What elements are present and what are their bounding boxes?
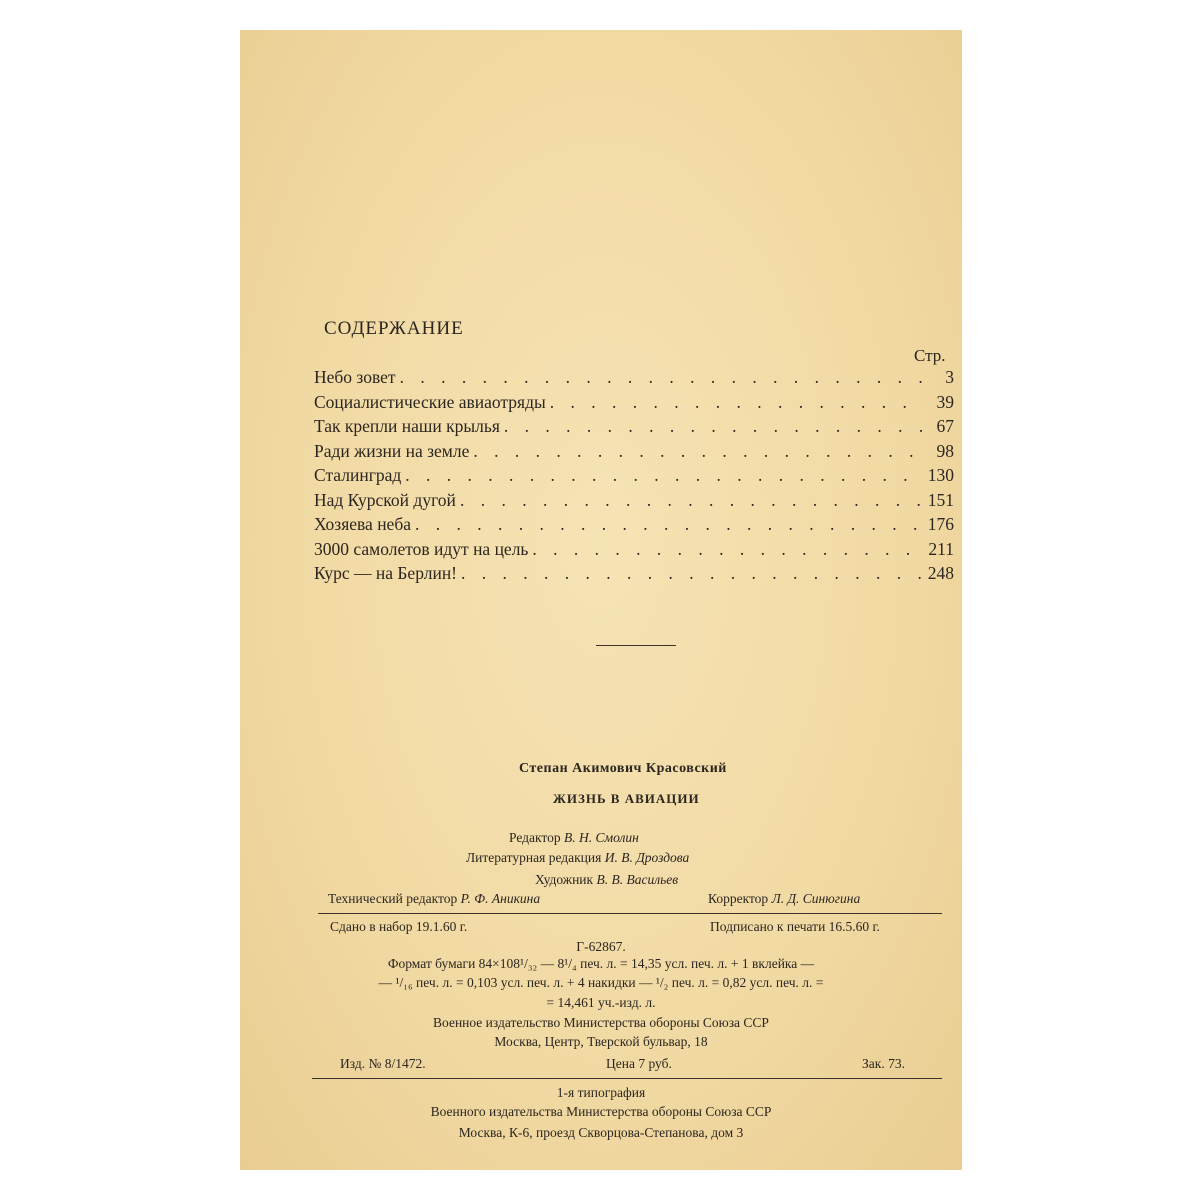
toc-entry	[314, 416, 954, 441]
toc-entry	[314, 392, 954, 417]
typeset-date: Сдано в набор 19.1.60 г.	[330, 919, 468, 934]
toc-leader-dots	[460, 490, 922, 511]
toc-entry-title: Ради жизни на земле	[314, 440, 470, 461]
proofreader-name: Л. Д. Синюгина	[771, 891, 861, 906]
printer-line-1: 1-я типография	[556, 1085, 646, 1100]
publisher-line-1: Военное издательство Министерства обороны Союза ССР	[433, 1015, 769, 1030]
artist-label: Художник	[535, 872, 594, 887]
toc-entry	[314, 563, 954, 588]
colophon-rule-bottom	[312, 1078, 942, 1079]
toc-page-label: Стр.	[914, 346, 946, 365]
toc-entry-title: Небо зовет	[314, 367, 396, 387]
toc-leader-dots	[405, 465, 922, 486]
toc-entry-title: Социалистические авиаотряды	[314, 391, 546, 412]
book-title: ЖИЗНЬ В АВИАЦИИ	[553, 791, 700, 806]
editor-line	[509, 830, 639, 846]
toc-entry-page: 3	[945, 367, 954, 387]
order-number: Зак. 73.	[862, 1056, 905, 1071]
toc-entry	[314, 441, 954, 466]
toc-leader-dots	[504, 416, 922, 437]
toc-entry-title: Над Курской дугой	[314, 489, 456, 510]
format-line-1: Формат бумаги 84×108¹/₃₂ — 8¹/₄ печ. л. = 14,35 усл. печ. л. + 1 вклейка —	[387, 956, 815, 971]
artist-line	[535, 872, 678, 888]
literary-editor-line	[466, 850, 689, 866]
toc-leader-dots	[550, 392, 922, 413]
toc-entry	[314, 367, 954, 392]
toc-entry-title: Так крепли наши крылья	[314, 416, 500, 436]
toc-entry-page: 98	[936, 440, 954, 461]
format-line-2: — ¹/₁₆ печ. л. = 0,103 усл. печ. л. + 4 накидки — ¹/₂ печ. л. = 0,82 усл. печ. л. =	[378, 975, 824, 990]
toc-leader-dots	[461, 563, 922, 584]
printer-line-2: Военного издательства Министерства обороны Союза ССР	[430, 1104, 772, 1119]
izd-number: Изд. № 8/1472.	[340, 1056, 426, 1071]
toc-heading: СОДЕРЖАНИЕ	[324, 318, 464, 339]
toc-entry-title: Курс — на Берлин!	[314, 563, 458, 583]
toc-entry-page: 67	[936, 416, 954, 436]
toc-leader-dots	[415, 514, 922, 535]
table-of-contents	[314, 367, 954, 588]
literary-name: И. В. Дроздова	[604, 850, 690, 865]
toc-entry-page: 248	[927, 563, 954, 583]
printer-line-3: Москва, К-6, проезд Скворцова-Степанова, дом 3	[458, 1125, 744, 1140]
format-line-3: = 14,461 уч.-изд. л.	[546, 995, 656, 1010]
toc-entry	[314, 514, 954, 539]
toc-entry-page: 151	[927, 489, 954, 510]
toc-entry	[314, 539, 954, 564]
author-name: Степан Акимович Красовский	[519, 761, 727, 776]
publisher-line-2: Москва, Центр, Тверской бульвар, 18	[494, 1034, 708, 1049]
toc-entry-page: 130	[927, 465, 954, 485]
toc-entry	[314, 465, 954, 490]
proofreader-line	[708, 891, 860, 907]
toc-leader-dots	[400, 367, 922, 388]
toc-entry-title: Хозяева неба	[314, 514, 411, 534]
toc-entry-page: 211	[928, 538, 954, 559]
toc-leader-dots	[473, 441, 922, 462]
toc-entry-page: 39	[936, 391, 954, 412]
tech-editor-label: Технический редактор	[328, 891, 458, 906]
artist-name: В. В. Васильев	[596, 872, 679, 887]
proofreader-label: Корректор	[708, 891, 769, 906]
editor-name: В. Н. Смолин	[563, 830, 639, 845]
colophon-rule	[318, 913, 942, 914]
toc-entry-page: 176	[927, 514, 954, 534]
editor-label: Редактор	[509, 830, 561, 845]
tech-editor-line	[328, 891, 540, 907]
toc-leader-dots	[532, 539, 922, 560]
toc-entry-title: Сталинград	[314, 465, 402, 485]
toc-entry-title: 3000 самолетов идут на цель	[314, 538, 529, 559]
license-number: Г-62867.	[576, 939, 626, 954]
price: Цена 7 руб.	[606, 1056, 672, 1071]
tech-editor-name: Р. Ф. Аникина	[460, 891, 541, 906]
print-date: Подписано к печати 16.5.60 г.	[710, 919, 880, 934]
literary-label: Литературная редакция	[466, 850, 602, 865]
toc-entry	[314, 490, 954, 515]
section-divider	[596, 645, 676, 646]
